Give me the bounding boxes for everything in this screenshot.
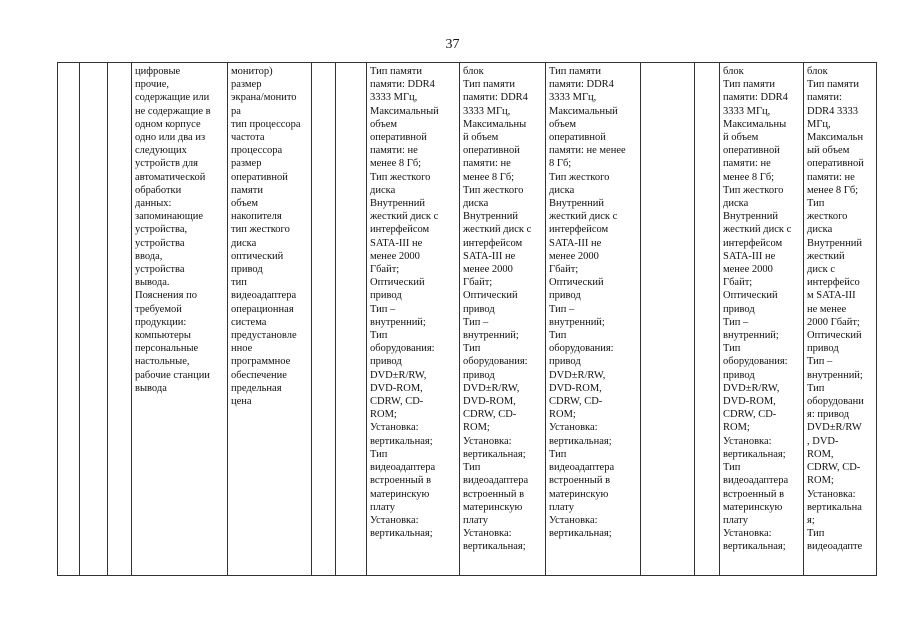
table-cell (312, 63, 335, 65)
table-col-2 (80, 63, 108, 575)
table-col-1 (58, 63, 80, 575)
table-col-4 (132, 63, 228, 575)
table-cell (80, 63, 107, 65)
table-cell: Тип памяти памяти: DDR4 3333 МГц, Максимальный объем оперативной памяти: не менее 8 Гб; Тип жесткого диска Внутренний жесткий диск с интерфейсом SATA-III не менее 2000 Гбайт; Оптический привод Тип – внутренний; Тип оборудования: привод DVD±R/RW, DVD-ROM, CDRW, CD- ROM; Установка: вертикальная; Тип видеоадаптера встроенный в материнскую плату Установка: вертикальная; (549, 66, 626, 540)
table-col-10 (546, 63, 641, 575)
table-col-5 (228, 63, 312, 575)
table-cell (108, 63, 131, 65)
table-cell: блок Тип памяти памяти: DDR4 3333 МГц, Максимальн ый объем оперативной памяти: не менее 8 Гб; Тип жесткого диска Внутренний жесткий диск с интерфейсо м SATA-III не менее 2000 Гбайт; Оптический привод Тип – внутренний; Тип оборудовани я: привод DVD±R/RW , DVD- ROM, CDRW, CD- ROM; Установка: вертикальна я; Тип видеоадапте (807, 66, 864, 553)
table-col-13 (720, 63, 804, 575)
table-col-7 (336, 63, 367, 575)
table-col-12 (695, 63, 720, 575)
table-cell (641, 63, 694, 65)
table-cell (695, 63, 719, 65)
table-col-9 (460, 63, 546, 575)
table-col-6 (312, 63, 336, 575)
table-col-14 (804, 63, 878, 575)
table-cell: блок Тип памяти памяти: DDR4 3333 МГц, Максимальны й объем оперативной памяти: не менее 8 Гб; Тип жесткого диска Внутренний жесткий диск с интерфейсом SATA-III не менее 2000 Гбайт; Оптический привод Тип – внутренний; Тип оборудования: привод DVD±R/RW, DVD-ROM, CDRW, CD- ROM; Установка: вертикальная; Тип видеоадаптера встроенный в материнскую плату Установка: вертикальная; (723, 66, 792, 553)
table-col-8 (367, 63, 460, 575)
table-cell: блок Тип памяти памяти: DDR4 3333 МГц, Максимальны й объем оперативной памяти: не менее 8 Гб; Тип жесткого диска Внутренний жесткий диск с интерфейсом SATA-III не менее 2000 Гбайт; Оптический привод Тип – внутренний; Тип оборудования: привод DVD±R/RW, DVD-ROM, CDRW, CD- ROM; Установка: вертикальная; Тип видеоадаптера встроенный в материнскую плату Установка: вертикальная; (463, 66, 532, 553)
table-col-3 (108, 63, 132, 575)
table-cell: цифровые прочие, содержащие или не содержащие в одном корпусе одно или два из следующих устройств для автоматической обработки данных: запоминающие устройства, устройства ввода, устройства вывода. Пояснения по требуемой продукции: компьютеры персональные настольные, рабочие станции вывода (135, 66, 211, 394)
table-cell: монитор) размер экрана/монито ра тип процессора частота процессора размер оперативной памяти объем накопителя тип жесткого диска оптический привод тип видеоадаптера операционная система предустановле нное программное обеспечение предельная цена (231, 66, 301, 408)
table-cell: Тип памяти памяти: DDR4 3333 МГц, Максимальный объем оперативной памяти: не менее 8 Гб; Тип жесткого диска Внутренний жесткий диск с интерфейсом SATA-III не менее 2000 Гбайт; Оптический привод Тип – внутренний; Тип оборудования: привод DVD±R/RW, DVD-ROM, CDRW, CD- ROM; Установка: вертикальная; Тип видеоадаптера встроенный в материнскую плату Установка: вертикальная; (370, 66, 439, 540)
table-cell (58, 63, 79, 65)
spec-table (57, 62, 877, 576)
table-cell (336, 63, 366, 65)
page-number: 37 (445, 37, 460, 52)
table-col-11 (641, 63, 695, 575)
